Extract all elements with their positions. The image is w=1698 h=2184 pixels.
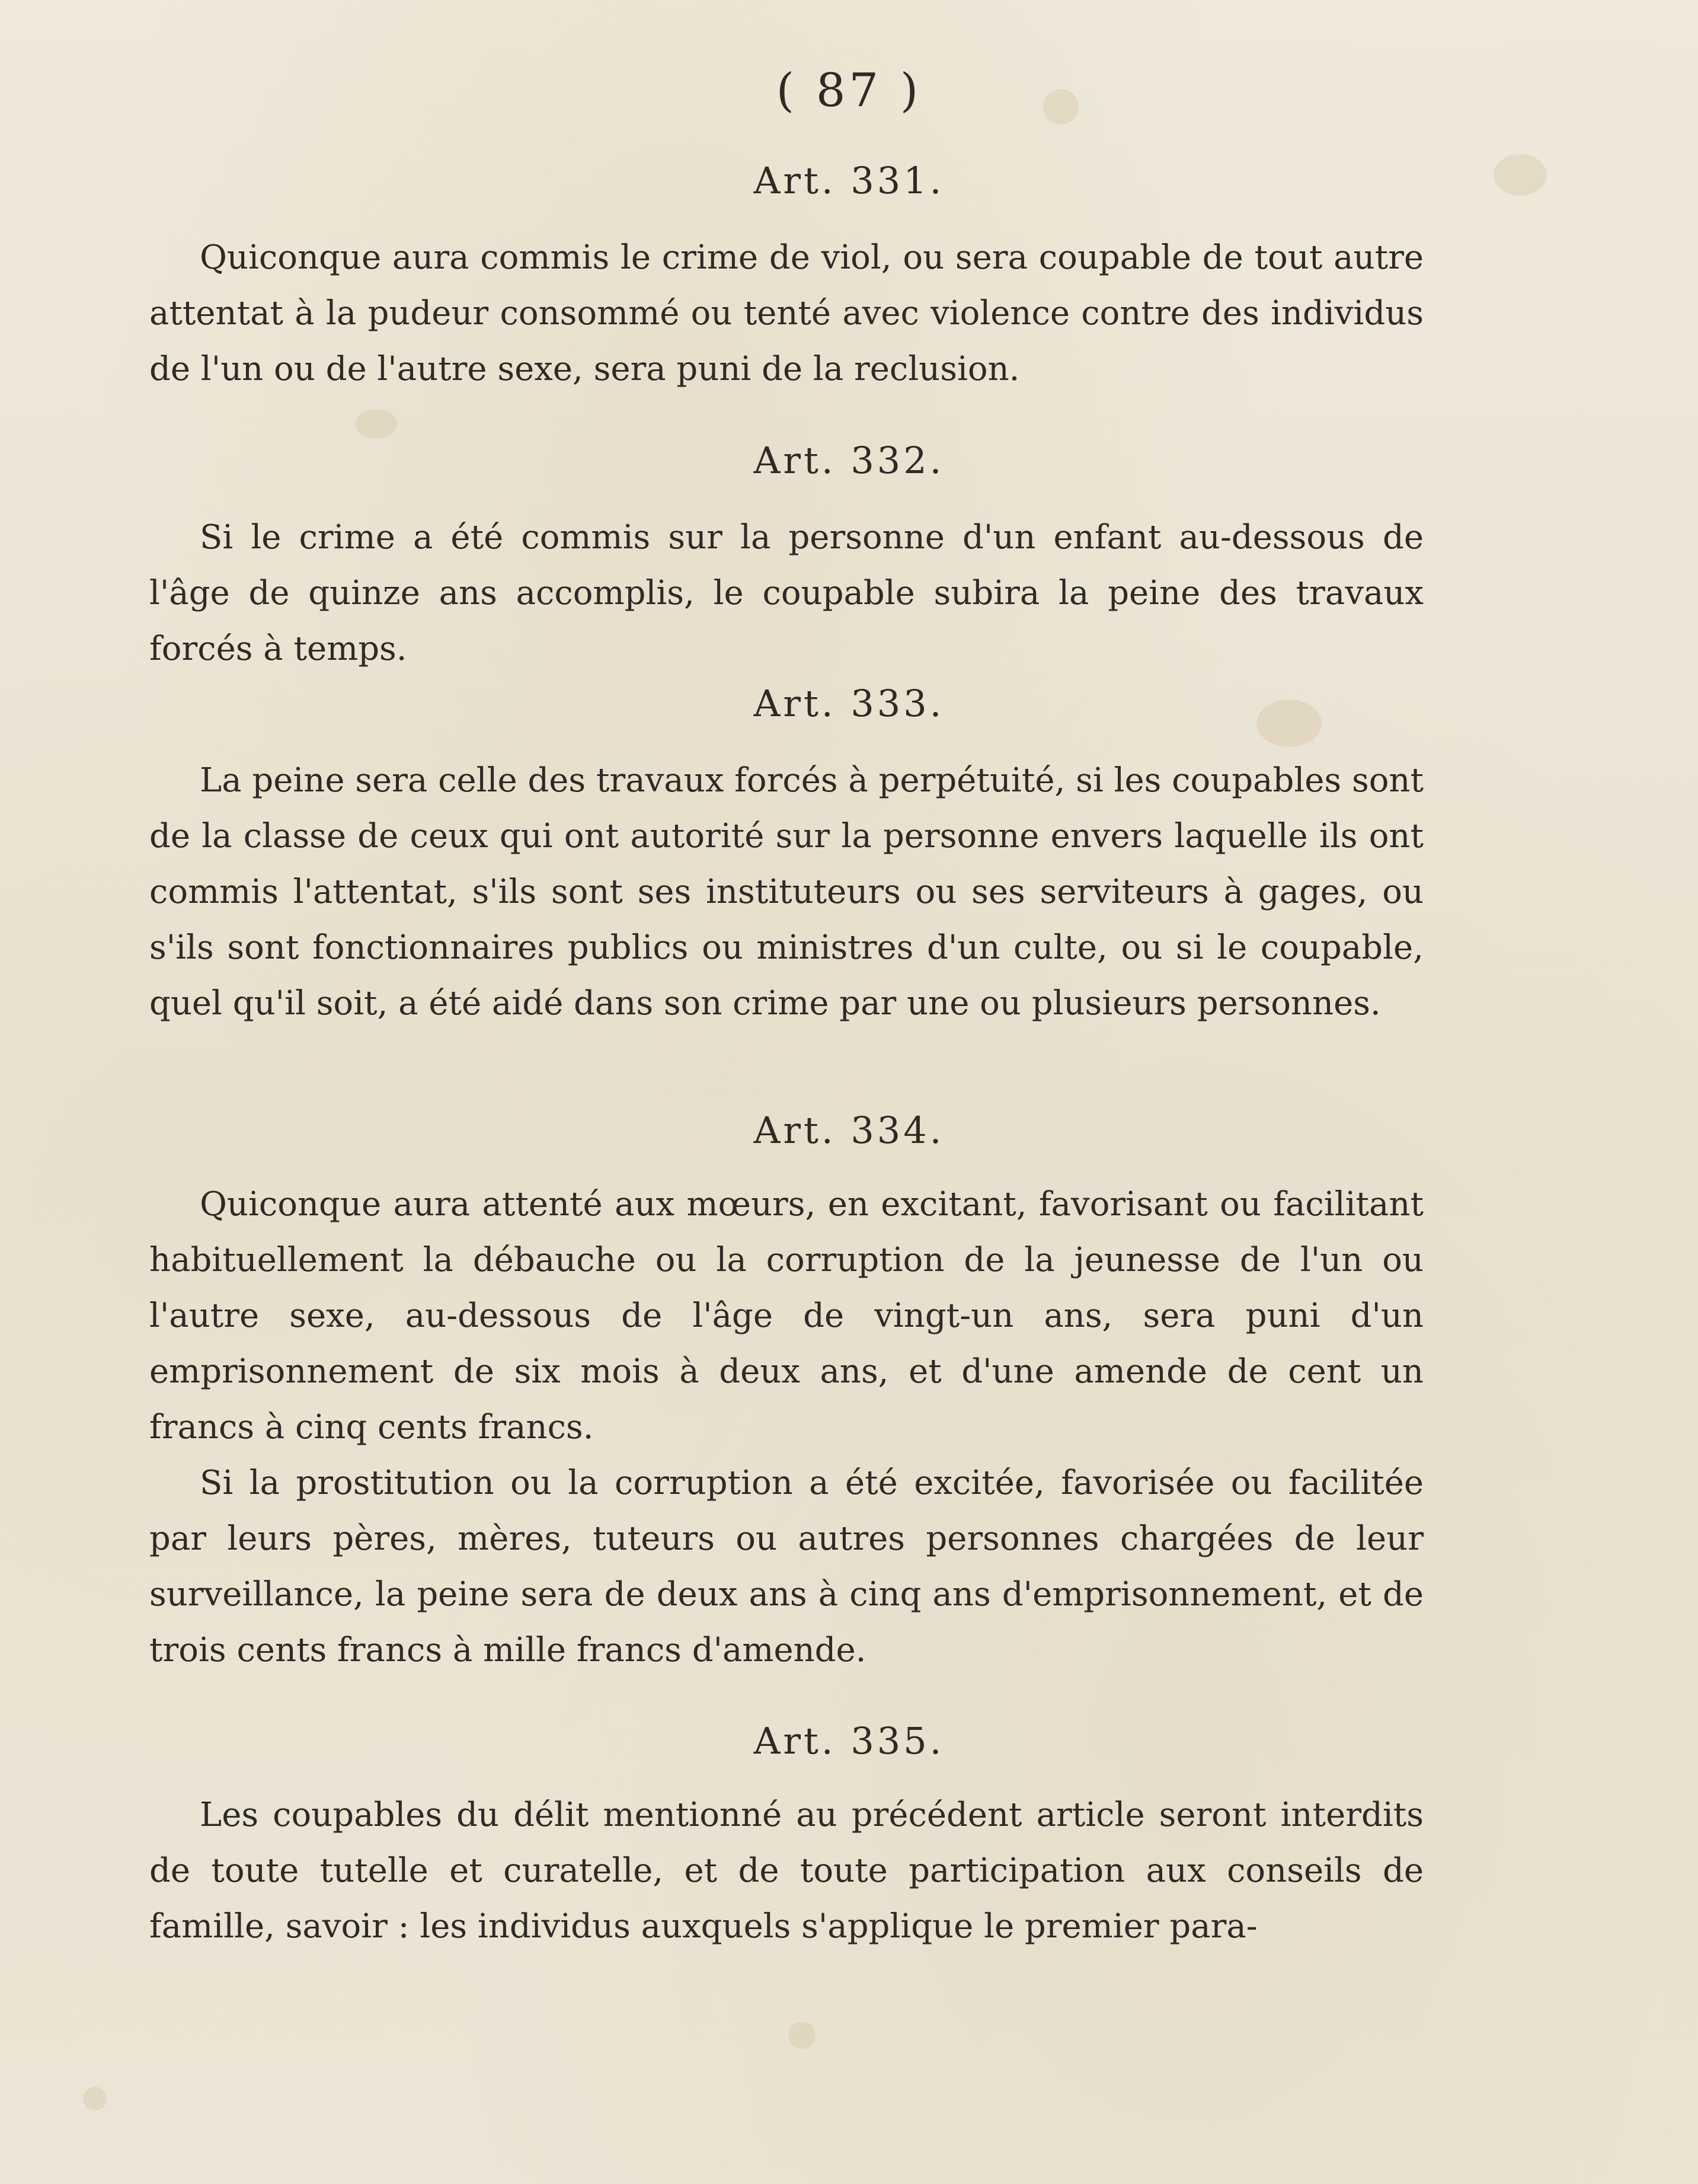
article-heading-332: Art. 332. [753, 439, 945, 482]
page-number: ( 87 ) [776, 64, 922, 117]
article-heading-333: Art. 333. [753, 682, 945, 725]
article-334-paragraph-2: Si la prostitution ou la corruption a été excitée, favorisée ou facilitée par leurs pères, mères, tuteurs ou autres personnes chargées de leur surveillance, la peine sera de deux ans à cinq ans d'emprisonnement, et de trois cents francs à mille francs d'amende. [149, 1464, 1424, 1669]
article-335-paragraph: Les coupables du délit mentionné au précédent article seront interdits de toute tutelle et curatelle, et de toute participation aux conseils de famille, savoir : les individus auxquels s'applique le premier para- [149, 1796, 1424, 1946]
article-331-paragraph: Quiconque aura commis le crime de viol, ou sera coupable de tout autre attentat à la pudeur consommé ou tenté avec violence contre des individus de l'un ou de l'autre sexe, sera puni de la reclusion. [149, 238, 1424, 388]
article-332-paragraph: Si le crime a été commis sur la personne d'un enfant au-dessous de l'âge de quinze ans accomplis, le coupable subira la peine des travaux forcés à temps. [149, 518, 1424, 668]
paper-stain [788, 2022, 816, 2049]
article-334-paragraph-1: Quiconque aura attenté aux mœurs, en excitant, favorisant ou facilitant habituellement la débauche ou la corruption de la jeunesse de l'un ou l'autre sexe, au-dessous de l'âge de vingt-un ans, sera puni d'un emprisonnement de six mois à deux ans, et d'une amende de cent un francs à cinq cents francs. [149, 1185, 1424, 1447]
paper-stain [83, 2087, 107, 2110]
article-heading-331: Art. 331. [753, 159, 945, 202]
article-heading-334: Art. 334. [753, 1109, 945, 1152]
paper-stain [356, 409, 397, 439]
article-heading-335: Art. 335. [753, 1719, 945, 1762]
article-333-paragraph: La peine sera celle des travaux forcés à perpétuité, si les coupables sont de la classe de ceux qui ont autorité sur la personne envers laquelle ils ont commis l'attentat, s'ils sont ses instituteurs ou ses serviteurs à gages, ou s'ils sont fonctionnaires publics ou ministres d'un culte, ou si le coupable, quel qu'il soit, a été aidé dans son crime par une ou plusieurs personnes. [149, 761, 1424, 1023]
